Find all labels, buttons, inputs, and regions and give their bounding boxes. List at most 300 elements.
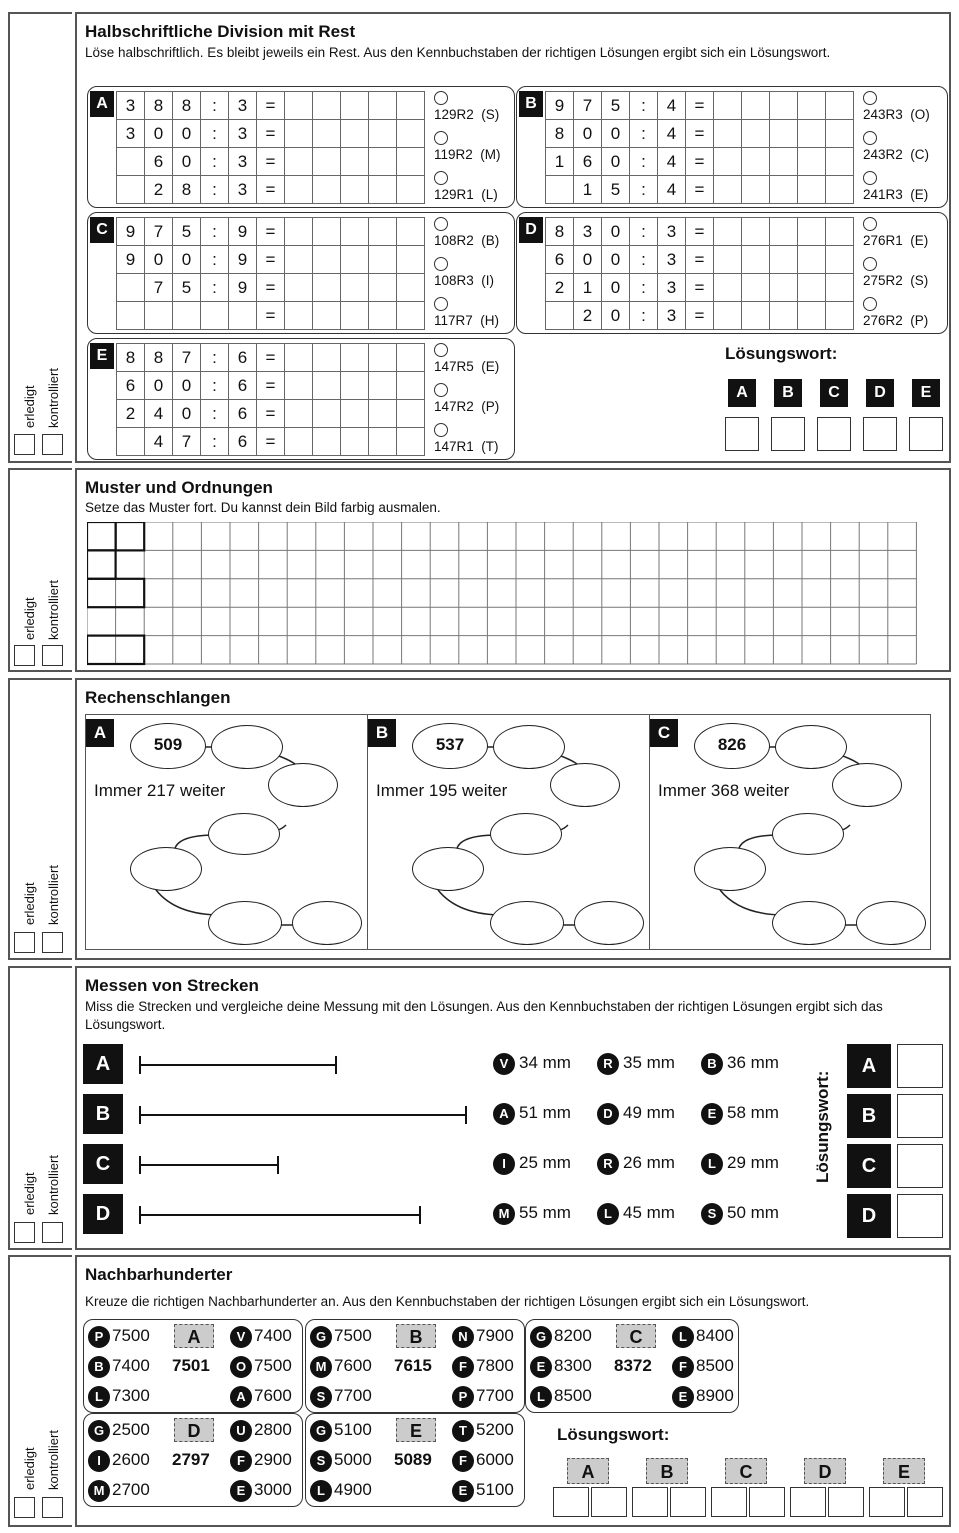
answer-cell[interactable]	[798, 246, 826, 274]
answer-cell[interactable]	[313, 400, 341, 428]
option-value: 7400	[112, 1356, 150, 1376]
answer-cell[interactable]	[742, 246, 770, 274]
solution-box[interactable]	[863, 417, 897, 451]
nachbar-option[interactable]	[88, 1326, 150, 1348]
answer-cell[interactable]	[397, 400, 425, 428]
side-panel-schlangen	[8, 678, 72, 960]
grid-cell	[117, 302, 145, 330]
grid-cell: :	[630, 120, 658, 148]
nachbar-option[interactable]	[88, 1356, 150, 1378]
answer-cell[interactable]	[285, 302, 313, 330]
answer-cell[interactable]	[770, 120, 798, 148]
snake-answer-bubble[interactable]	[490, 901, 564, 945]
group-number: 7501	[172, 1356, 210, 1375]
answer-cell[interactable]	[798, 148, 826, 176]
answer-cell[interactable]	[313, 428, 341, 456]
option-radio[interactable]	[434, 171, 448, 185]
answer-cell[interactable]	[770, 176, 798, 204]
solution-letter: E	[883, 1458, 925, 1484]
option-value: 7900	[476, 1326, 514, 1346]
option-key-badge: B	[88, 1356, 110, 1378]
option-radio[interactable]	[434, 423, 448, 437]
answer-cell[interactable]	[397, 176, 425, 204]
measure-option[interactable]	[493, 1153, 571, 1175]
grid-cell	[117, 176, 145, 204]
solution-word-label: Lösungswort:	[813, 1070, 832, 1183]
group-letter: B	[396, 1324, 436, 1348]
answer-cell[interactable]	[369, 274, 397, 302]
solution-box[interactable]	[897, 1094, 943, 1138]
option-radio[interactable]	[863, 297, 877, 311]
option-value: 5200	[476, 1420, 514, 1440]
solution-box[interactable]	[897, 1194, 943, 1238]
grid-cell: :	[201, 246, 229, 274]
snake-answer-bubble[interactable]	[694, 847, 766, 891]
nachbar-option[interactable]	[310, 1480, 372, 1502]
option-radio[interactable]	[434, 297, 448, 311]
option-radio[interactable]	[863, 257, 877, 271]
answer-cell[interactable]	[798, 218, 826, 246]
nachbar-option[interactable]	[230, 1386, 292, 1408]
division-grid	[116, 343, 425, 456]
solution-letter: D	[847, 1194, 891, 1238]
grid-cell	[117, 274, 145, 302]
grid-cell: =	[686, 92, 714, 120]
solution-box[interactable]	[817, 417, 851, 451]
erledigt-checkbox[interactable]	[14, 645, 35, 666]
answer-cell[interactable]	[313, 372, 341, 400]
answer-cell[interactable]	[369, 92, 397, 120]
answer-cell[interactable]	[313, 92, 341, 120]
answer-cell[interactable]	[313, 176, 341, 204]
answer-cell[interactable]	[397, 92, 425, 120]
solution-box[interactable]	[897, 1044, 943, 1088]
option-value: 7700	[334, 1386, 372, 1406]
section-title: Halbschriftliche Division mit Rest	[85, 22, 356, 41]
answer-cell[interactable]	[826, 148, 854, 176]
answer-cell[interactable]	[397, 428, 425, 456]
nachbar-option[interactable]	[452, 1326, 514, 1348]
nachbar-option[interactable]	[672, 1386, 734, 1408]
option-value: 5000	[334, 1450, 372, 1470]
solution-box[interactable]	[897, 1144, 943, 1188]
answer-cell[interactable]	[742, 218, 770, 246]
answer-cell[interactable]	[397, 218, 425, 246]
nachbar-option[interactable]	[530, 1356, 592, 1378]
snake-answer-bubble[interactable]	[208, 901, 282, 945]
answer-cell[interactable]	[285, 400, 313, 428]
answer-cell[interactable]	[369, 400, 397, 428]
solution-box[interactable]	[749, 1487, 785, 1517]
snake-panel-c	[649, 714, 931, 950]
option-radio[interactable]	[863, 91, 877, 105]
grid-cell: 3	[229, 92, 257, 120]
answer-cell[interactable]	[714, 176, 742, 204]
measure-line	[139, 1056, 337, 1074]
option-radio[interactable]	[434, 131, 448, 145]
solution-box[interactable]	[909, 417, 943, 451]
answer-cell[interactable]	[742, 148, 770, 176]
answer-cell[interactable]	[742, 120, 770, 148]
answer-cell[interactable]	[397, 120, 425, 148]
grid-cell: =	[257, 428, 285, 456]
answer-cell[interactable]	[714, 218, 742, 246]
answer-cell[interactable]	[313, 120, 341, 148]
option-key-badge: R	[597, 1053, 619, 1075]
answer-cell[interactable]	[826, 274, 854, 302]
measure-option[interactable]	[597, 1203, 675, 1225]
option-key-badge: D	[597, 1103, 619, 1125]
grid-cell: :	[201, 428, 229, 456]
answer-cell[interactable]	[770, 302, 798, 330]
answer-cell[interactable]	[826, 92, 854, 120]
answer-cell[interactable]	[285, 176, 313, 204]
answer-cell[interactable]	[714, 92, 742, 120]
solution-box[interactable]	[725, 417, 759, 451]
answer-cell[interactable]	[341, 246, 369, 274]
answer-cell[interactable]	[770, 218, 798, 246]
answer-cell[interactable]	[313, 302, 341, 330]
nachbar-option[interactable]	[88, 1480, 150, 1502]
answer-cell[interactable]	[369, 148, 397, 176]
option-radio[interactable]	[434, 257, 448, 271]
measure-option[interactable]	[597, 1053, 675, 1075]
answer-cell[interactable]	[397, 302, 425, 330]
nachbar-option[interactable]	[452, 1420, 514, 1442]
nachbar-option[interactable]	[310, 1420, 372, 1442]
task-letter: E	[90, 343, 114, 369]
answer-cell[interactable]	[397, 246, 425, 274]
answer-cell[interactable]	[798, 176, 826, 204]
kontrolliert-checkbox[interactable]	[42, 932, 63, 953]
measure-option[interactable]	[493, 1203, 571, 1225]
erledigt-checkbox[interactable]	[14, 1497, 35, 1518]
nachbar-option[interactable]	[310, 1356, 372, 1378]
pattern-grid[interactable]	[87, 522, 943, 667]
measure-option[interactable]	[597, 1153, 675, 1175]
answer-cell[interactable]	[341, 120, 369, 148]
snake-answer-bubble[interactable]	[493, 725, 565, 769]
answer-cell[interactable]	[826, 246, 854, 274]
solution-word-label: Lösungswort:	[725, 344, 838, 363]
solution-box[interactable]	[828, 1487, 864, 1517]
answer-cell[interactable]	[341, 218, 369, 246]
division-grid	[545, 91, 854, 204]
answer-cell[interactable]	[798, 274, 826, 302]
answer-cell[interactable]	[369, 302, 397, 330]
measure-option[interactable]	[701, 1203, 779, 1225]
grid-cell: 0	[602, 120, 630, 148]
answer-cell[interactable]	[341, 372, 369, 400]
solution-box[interactable]	[591, 1487, 627, 1517]
grid-cell: 4	[658, 120, 686, 148]
option-radio[interactable]	[863, 171, 877, 185]
solution-box[interactable]	[553, 1487, 589, 1517]
snake-answer-bubble[interactable]	[130, 847, 202, 891]
measure-option[interactable]	[597, 1103, 675, 1125]
answer-cell[interactable]	[313, 274, 341, 302]
nachbar-option[interactable]	[88, 1386, 150, 1408]
measure-option[interactable]	[701, 1153, 779, 1175]
answer-cell[interactable]	[714, 302, 742, 330]
answer-cell[interactable]	[798, 302, 826, 330]
task-letter: C	[90, 217, 114, 243]
kontrolliert-checkbox[interactable]	[42, 645, 63, 666]
solution-box[interactable]	[869, 1487, 905, 1517]
grid-cell: =	[257, 92, 285, 120]
answer-cell[interactable]	[285, 372, 313, 400]
option-value: 7300	[112, 1386, 150, 1406]
nachbar-option[interactable]	[530, 1326, 592, 1348]
kontrolliert-label: kontrolliert	[46, 1155, 61, 1215]
nachbar-option[interactable]	[452, 1356, 514, 1378]
snake-answer-bubble[interactable]	[490, 813, 562, 855]
answer-cell[interactable]	[742, 176, 770, 204]
grid-cell: =	[257, 120, 285, 148]
erledigt-label: erledigt	[22, 1172, 37, 1215]
solution-box[interactable]	[632, 1487, 668, 1517]
grid-cell	[173, 302, 201, 330]
grid-cell: 3	[117, 92, 145, 120]
grid-cell: 5	[173, 218, 201, 246]
kontrolliert-checkbox[interactable]	[42, 1222, 63, 1243]
grid-cell: 8	[117, 344, 145, 372]
answer-cell[interactable]	[742, 92, 770, 120]
nachbar-option[interactable]	[88, 1420, 150, 1442]
nachbar-option[interactable]	[88, 1450, 150, 1472]
grid-cell: =	[686, 302, 714, 330]
erledigt-checkbox[interactable]	[14, 1222, 35, 1243]
nachbar-option[interactable]	[452, 1480, 514, 1502]
answer-cell[interactable]	[285, 246, 313, 274]
option-key-badge: T	[452, 1420, 474, 1442]
option-radio[interactable]	[434, 383, 448, 397]
option-value: 5100	[476, 1480, 514, 1500]
option-key-badge: P	[452, 1386, 474, 1408]
measure-option[interactable]	[493, 1053, 571, 1075]
option-key-badge: M	[88, 1480, 110, 1502]
nachbar-option[interactable]	[230, 1326, 292, 1348]
section-title: Nachbarhunderter	[85, 1265, 233, 1284]
option-radio[interactable]	[434, 217, 448, 231]
option-label: 276R1 (E)	[863, 233, 929, 248]
kontrolliert-checkbox[interactable]	[42, 434, 63, 455]
pattern-shape	[116, 522, 145, 550]
measure-option[interactable]	[701, 1103, 779, 1125]
nachbar-option[interactable]	[672, 1326, 734, 1348]
option-value: 51 mm	[519, 1103, 571, 1123]
answer-cell[interactable]	[285, 148, 313, 176]
option-value: 8500	[554, 1386, 592, 1406]
erledigt-checkbox[interactable]	[14, 434, 35, 455]
snake-panel-b	[367, 714, 650, 950]
answer-cell[interactable]	[285, 120, 313, 148]
answer-cell[interactable]	[770, 274, 798, 302]
snake-answer-bubble[interactable]	[550, 763, 620, 807]
snake-answer-bubble[interactable]	[208, 813, 280, 855]
grid-cell: 0	[173, 372, 201, 400]
solution-word-label: Lösungswort:	[557, 1425, 670, 1444]
answer-cell[interactable]	[369, 218, 397, 246]
answer-cell[interactable]	[714, 274, 742, 302]
kontrolliert-label: kontrolliert	[46, 368, 61, 428]
answer-cell[interactable]	[397, 344, 425, 372]
snake-answer-bubble[interactable]	[775, 725, 847, 769]
snake-answer-bubble[interactable]	[856, 901, 926, 945]
erledigt-checkbox[interactable]	[14, 932, 35, 953]
snake-answer-bubble[interactable]	[268, 763, 338, 807]
option-value: 3000	[254, 1480, 292, 1500]
answer-cell[interactable]	[313, 218, 341, 246]
option-value: 8900	[696, 1386, 734, 1406]
answer-cell[interactable]	[714, 246, 742, 274]
answer-cell[interactable]	[313, 344, 341, 372]
group-number: 7615	[394, 1356, 432, 1375]
nachbar-option[interactable]	[230, 1450, 292, 1472]
grid-cell	[546, 176, 574, 204]
measure-option[interactable]	[493, 1103, 571, 1125]
answer-cell[interactable]	[770, 246, 798, 274]
answer-cell[interactable]	[313, 148, 341, 176]
grid-cell: :	[201, 176, 229, 204]
answer-cell[interactable]	[826, 176, 854, 204]
answer-cell[interactable]	[826, 218, 854, 246]
section-muster	[75, 468, 951, 672]
nachbar-option[interactable]	[230, 1356, 292, 1378]
answer-cell[interactable]	[285, 218, 313, 246]
answer-cell[interactable]	[397, 372, 425, 400]
grid-cell: 2	[546, 274, 574, 302]
answer-cell[interactable]	[341, 302, 369, 330]
kontrolliert-checkbox[interactable]	[42, 1497, 63, 1518]
answer-cell[interactable]	[798, 120, 826, 148]
option-value: 8500	[696, 1356, 734, 1376]
nachbar-option[interactable]	[310, 1386, 372, 1408]
nachbar-option[interactable]	[310, 1450, 372, 1472]
snake-answer-bubble[interactable]	[292, 901, 362, 945]
grid-cell: 9	[546, 92, 574, 120]
answer-cell[interactable]	[397, 274, 425, 302]
division-grid	[116, 91, 425, 204]
option-value: 36 mm	[727, 1053, 779, 1073]
snake-answer-bubble[interactable]	[211, 725, 283, 769]
answer-cell[interactable]	[285, 92, 313, 120]
snake-answer-bubble[interactable]	[772, 813, 844, 855]
snake-answer-bubble[interactable]	[574, 901, 644, 945]
answer-cell[interactable]	[369, 372, 397, 400]
solution-box[interactable]	[771, 417, 805, 451]
answer-cell[interactable]	[341, 148, 369, 176]
answer-cell[interactable]	[285, 428, 313, 456]
answer-cell[interactable]	[285, 344, 313, 372]
answer-cell[interactable]	[714, 148, 742, 176]
option-radio[interactable]	[863, 131, 877, 145]
grid-cell: 3	[658, 274, 686, 302]
solution-box[interactable]	[790, 1487, 826, 1517]
grid-cell: :	[630, 274, 658, 302]
nachbar-option[interactable]	[530, 1386, 592, 1408]
answer-cell[interactable]	[798, 92, 826, 120]
nachbar-option[interactable]	[452, 1386, 514, 1408]
answer-cell[interactable]	[369, 120, 397, 148]
answer-cell[interactable]	[369, 176, 397, 204]
answer-cell[interactable]	[742, 274, 770, 302]
nachbar-option[interactable]	[310, 1326, 372, 1348]
option-key-badge: S	[701, 1203, 723, 1225]
option-radio[interactable]	[863, 217, 877, 231]
grid-cell: =	[257, 176, 285, 204]
answer-cell[interactable]	[369, 428, 397, 456]
option-value: 2500	[112, 1420, 150, 1440]
solution-box[interactable]	[907, 1487, 943, 1517]
answer-cell[interactable]	[826, 120, 854, 148]
grid-cell: 6	[546, 246, 574, 274]
snake-rule: Immer 195 weiter	[376, 781, 508, 800]
answer-cell[interactable]	[341, 428, 369, 456]
snake-answer-bubble[interactable]	[772, 901, 846, 945]
answer-cell[interactable]	[742, 302, 770, 330]
solution-box[interactable]	[711, 1487, 747, 1517]
measure-letter: B	[83, 1094, 123, 1134]
grid-cell: =	[257, 400, 285, 428]
nachbar-option[interactable]	[230, 1420, 292, 1442]
answer-cell[interactable]	[770, 92, 798, 120]
answer-cell[interactable]	[714, 120, 742, 148]
answer-cell[interactable]	[341, 400, 369, 428]
nachbar-option[interactable]	[672, 1356, 734, 1378]
option-value: 5100	[334, 1420, 372, 1440]
grid-cell: 3	[658, 246, 686, 274]
grid-cell: 0	[173, 246, 201, 274]
option-radio[interactable]	[434, 343, 448, 357]
grid-cell: 3	[658, 218, 686, 246]
answer-cell[interactable]	[369, 344, 397, 372]
option-radio[interactable]	[434, 91, 448, 105]
group-letter: D	[174, 1418, 214, 1442]
answer-cell[interactable]	[313, 246, 341, 274]
option-key-badge: B	[701, 1053, 723, 1075]
grid-cell: 0	[574, 120, 602, 148]
answer-cell[interactable]	[341, 344, 369, 372]
answer-cell[interactable]	[341, 274, 369, 302]
snake-letter: A	[86, 719, 114, 747]
answer-cell[interactable]	[369, 246, 397, 274]
solution-box[interactable]	[670, 1487, 706, 1517]
option-key-badge: G	[530, 1326, 552, 1348]
snake-answer-bubble[interactable]	[832, 763, 902, 807]
grid-cell: 3	[117, 120, 145, 148]
option-value: 2700	[112, 1480, 150, 1500]
answer-cell[interactable]	[285, 274, 313, 302]
solution-letter: D	[866, 379, 894, 407]
answer-cell[interactable]	[826, 302, 854, 330]
snake-answer-bubble[interactable]	[412, 847, 484, 891]
measure-line	[139, 1106, 467, 1124]
nachbar-option[interactable]	[230, 1480, 292, 1502]
option-label: 241R3 (E)	[863, 187, 929, 202]
snake-start-number: 537	[435, 735, 465, 754]
option-value: 55 mm	[519, 1203, 571, 1223]
answer-cell[interactable]	[397, 148, 425, 176]
grid-cell: :	[201, 92, 229, 120]
nachbar-group-b	[305, 1319, 525, 1413]
nachbar-option[interactable]	[452, 1450, 514, 1472]
answer-cell[interactable]	[770, 148, 798, 176]
measure-option[interactable]	[701, 1053, 779, 1075]
option-key-badge: F	[672, 1356, 694, 1378]
answer-cell[interactable]	[341, 92, 369, 120]
answer-cell[interactable]	[341, 176, 369, 204]
